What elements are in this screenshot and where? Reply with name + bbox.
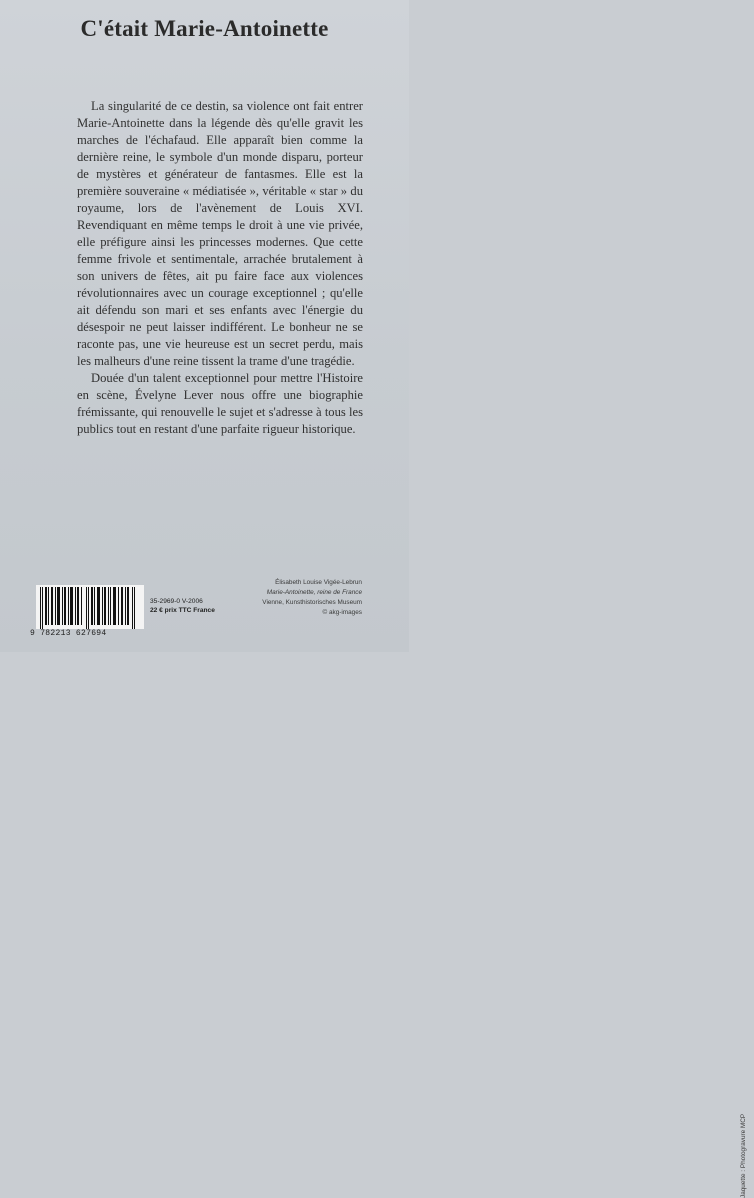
credit-copyright: © akg-images xyxy=(322,609,362,616)
blurb xyxy=(77,98,363,438)
barcode-icon xyxy=(36,585,144,629)
barcode-number: 9 782213 627694 xyxy=(30,629,107,638)
vertical-credit-wrap xyxy=(372,550,747,1198)
blurb-paragraph-2: Douée d'un talent exceptionnel pour mettre l'Histoire en scène, Évelyne Lever nous offre une biographie frémissante, qui renouvelle le sujet et s'adresse à tous les publics tout en restant d'une parfaite rigueur historique. xyxy=(77,371,363,436)
blurb-paragraph-1: La singularité de ce destin, sa violence ont fait entrer Marie-Antoinette dans la légende dès qu'elle gravit les marches de l'échafaud. Elle apparaît bien comme la dernière reine, le symbole d'un monde disparu, porteur de mystères et générateur de fantasmes. Elle est la première souveraine « médiatisée », véritable « star » du royaume, lors de l'avènement de Louis XVI. Revendiquant en même temps le droit à une vie privée, elle préfigure ainsi les princesses modernes. Que cette femme frivole et sentimentale, arrachée brutalement à son univers de fêtes, ait pu faire face aux violences révolutionnaires avec un courage exceptionnel ; qu'elle ait défendu son mari et ses enfants avec l'énergie du désespoir ne peut laisser indifférent. Le bonheur ne se raconte pas, une vie heureuse est un secret perdu, mais les malheurs d'une reine tissent la trame d'une tragédie. xyxy=(77,99,363,368)
price: 22 € prix TTC France xyxy=(150,607,215,614)
credit-artist: Élisabeth Louise Vigée-Lebrun xyxy=(275,579,362,586)
credit-artwork: Marie-Antoinette, reine de France xyxy=(266,589,362,596)
reference-code: 35-2969-0 V-2006 xyxy=(150,598,203,605)
reference-block xyxy=(150,597,215,615)
image-credits xyxy=(258,578,362,618)
book-title: C'était Marie-Antoinette xyxy=(80,16,329,41)
vertical-credit: Jaquette : Photogravure MCP xyxy=(740,1113,747,1198)
barcode-area xyxy=(30,585,190,645)
credit-museum: Vienne, Kunsthistorisches Museum xyxy=(262,599,362,606)
